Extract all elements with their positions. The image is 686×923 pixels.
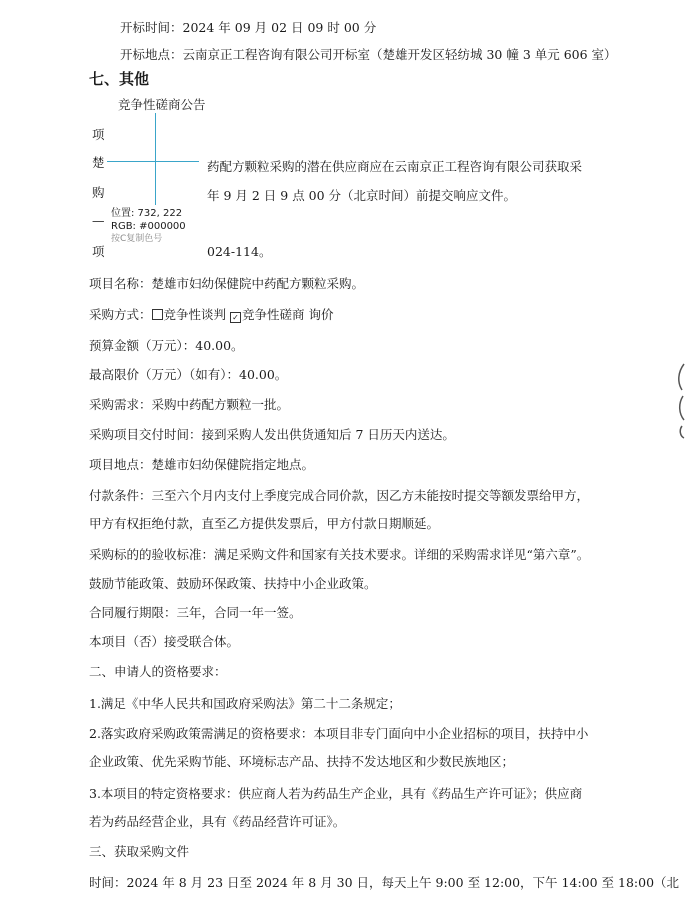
section-heading-other: 七、其他 [89, 70, 150, 88]
checkbox-unchecked-icon [152, 309, 163, 320]
announcement-line-2: 年 9 月 2 日 9 点 00 分（北京时间）前提交响应文件。 [207, 188, 517, 203]
left-char-4: — [92, 213, 105, 228]
project-number-line: 024-114。 [207, 244, 272, 259]
consortium-line: 本项目（否）接受联合体。 [89, 634, 240, 649]
project-location: 项目地点：楚雄市妇幼保健院指定地点。 [89, 457, 315, 472]
opening-time: 开标时间：2024 年 09 月 02 日 09 时 00 分 [120, 20, 377, 35]
announcement-line-1: 药配方颗粒采购的潜在供应商应在云南京正工程咨询有限公司获取采 [207, 159, 583, 174]
checkbox-checked-icon: ✓ [230, 312, 241, 323]
announcement-subtitle: 竞争性磋商公告 [118, 97, 206, 112]
picker-rgb: RGB: #000000 [111, 220, 186, 232]
seal-stamp-edge [674, 360, 686, 440]
qualification-item-3-line-2: 若为药品经营企业，具有《药品经营许可证》。 [89, 814, 346, 829]
obtain-docs-heading: 三、获取采购文件 [89, 844, 190, 859]
left-char-3: 购 [92, 185, 105, 200]
left-char-2: 楚 [92, 155, 105, 170]
crosshair-vertical [155, 113, 156, 205]
qualification-item-2-line-1: 2.落实政府采购政策需满足的资格要求：本项目非专门面向中小企业招标的项目，扶持中小 [89, 726, 589, 741]
color-picker-tooltip [111, 208, 186, 246]
picker-position: 位置: 732, 222 [111, 208, 183, 219]
method-label: 采购方式： [89, 307, 152, 322]
obtain-docs-time: 时间：2024 年 8 月 23 日至 2024 年 8 月 30 日，每天上午 9:00 至 12:00，下午 14:00 至 18:00（北 [89, 875, 680, 890]
left-char-1: 项 [92, 127, 105, 142]
picker-hint: 按C复制色号 [111, 234, 163, 244]
qualification-heading: 二、申请人的资格要求： [89, 664, 227, 679]
payment-terms-1: 付款条件：三至六个月内支付上季度完成合同价款，因乙方未能按时提交等额发票给甲方， [89, 488, 590, 503]
opening-place: 开标地点：云南京正工程咨询有限公司开标室（楚雄开发区轻纺城 30 幢 3 单元 606 室） [120, 47, 617, 62]
procurement-demand: 采购需求：采购中药配方颗粒一批。 [89, 397, 290, 412]
project-name: 项目名称：楚雄市妇幼保健院中药配方颗粒采购。 [89, 276, 365, 291]
qualification-item-2-line-2: 企业政策、优先采购节能、环境标志产品、扶持不发达地区和少数民族地区； [89, 754, 515, 769]
left-char-5: 项 [92, 244, 105, 259]
method-option-consultation: 竞争性磋商 [242, 307, 305, 322]
procurement-method [89, 307, 334, 323]
method-option-inquiry: 询价 [308, 307, 334, 322]
crosshair-horizontal [107, 161, 199, 162]
payment-terms-2: 甲方有权拒绝付款，直至乙方提供发票后，甲方付款日期顺延。 [89, 516, 440, 531]
max-price: 最高限价（万元）（如有）：40.00。 [89, 367, 288, 382]
delivery-time: 采购项目交付时间：接到采购人发出供货通知后 7 日历天内送达。 [89, 427, 455, 442]
acceptance-standard: 采购标的的验收标准：满足采购文件和国家有关技术要求。详细的采购需求详见“第六章”。 [89, 547, 590, 562]
policy-line: 鼓励节能政策、鼓励环保政策、扶持中小企业政策。 [89, 576, 377, 591]
budget-amount: 预算金额（万元）：40.00。 [89, 338, 244, 353]
contract-period: 合同履行期限：三年，合同一年一签。 [89, 605, 302, 620]
method-option-negotiation: 竞争性谈判 [163, 307, 227, 322]
qualification-item-3-line-1: 3.本项目的特定资格要求：供应商人若为药品生产企业，具有《药品生产许可证》；供应商 [89, 786, 583, 801]
qualification-item-1: 1.满足《中华人民共和国政府采购法》第二十二条规定； [89, 696, 401, 711]
